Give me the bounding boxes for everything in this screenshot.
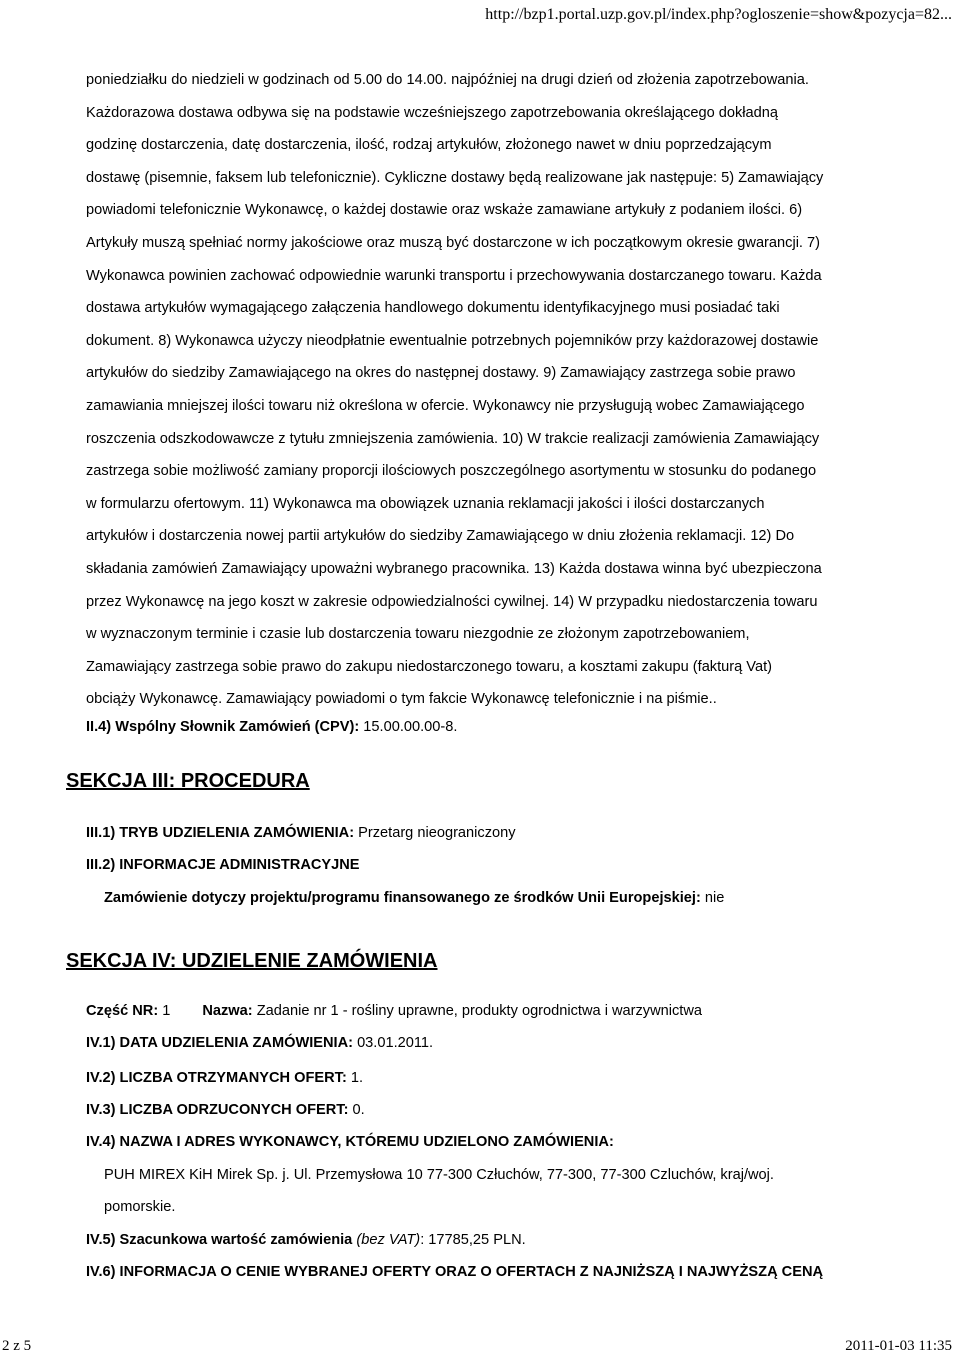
- print-header-url: http://bzp1.portal.uzp.gov.pl/index.php?ogloszenie=show&pozycja=82...: [485, 6, 952, 23]
- contractor-address-line-1: PUH MIREX KiH Mirek Sp. j. Ul. Przemysłowa 10 77-300 Człuchów, 77-300, 77-300 Czluchów, kraj/woj.: [104, 1167, 774, 1183]
- price-info-label: IV.6) INFORMACJA O CENIE WYBRANEJ OFERTY ORAZ O OFERTACH Z NAJNIŻSZĄ I NAJWYŻSZĄ CENĄ: [86, 1264, 824, 1280]
- procedure-type-label: III.1) TRYB UDZIELENIA ZAMÓWIENIA:: [86, 825, 355, 841]
- document-body: [86, 64, 894, 738]
- eu-funding-value: nie: [700, 890, 725, 906]
- eu-funding-label: Zamówienie dotyczy projektu/programu finansowanego ze środków Unii Europejskiej:: [104, 890, 701, 906]
- offers-rejected-label: IV.3) LICZBA ODRZUCONYCH OFERT:: [86, 1102, 349, 1118]
- award-date-line: [86, 1035, 433, 1051]
- estimated-value-note: (bez VAT): [356, 1232, 421, 1248]
- award-date-label: IV.1) DATA UDZIELENIA ZAMÓWIENIA:: [86, 1035, 354, 1051]
- part-name: [202, 1003, 702, 1019]
- procedure-type-line: [86, 825, 516, 841]
- cpv-label: II.4) Wspólny Słownik Zamówień (CPV):: [86, 718, 360, 735]
- part-value: 1: [158, 1003, 171, 1019]
- estimated-value-label: IV.5) Szacunkowa wartość zamówienia: [86, 1232, 353, 1248]
- cpv-line: [86, 716, 894, 738]
- award-date-value: 03.01.2011.: [353, 1035, 434, 1051]
- section-4-title: SEKCJA IV: UDZIELENIE ZAMÓWIENIA: [66, 950, 438, 972]
- cpv-value: 15.00.00.00-8.: [359, 718, 458, 735]
- part-label: Część NR:: [86, 1003, 159, 1019]
- offers-received-line: [86, 1070, 363, 1086]
- admin-info-heading: [86, 857, 360, 873]
- eu-funding-line: [104, 890, 724, 906]
- section-3-title: SEKCJA III: PROCEDURA: [66, 770, 310, 792]
- estimated-value-amount: : 17785,25 PLN.: [420, 1232, 526, 1248]
- contractor-address-line-2: pomorskie.: [104, 1199, 176, 1215]
- offers-received-label: IV.2) LICZBA OTRZYMANYCH OFERT:: [86, 1070, 347, 1086]
- part-line: [86, 1003, 702, 1019]
- part-name-label: Nazwa:: [202, 1003, 253, 1019]
- page-number: 2 z 5: [2, 1338, 32, 1354]
- price-info-heading: [86, 1264, 823, 1280]
- estimated-value-line: [86, 1232, 526, 1248]
- contractor-heading: [86, 1134, 614, 1150]
- print-timestamp: 2011-01-03 11:35: [845, 1338, 952, 1354]
- description-paragraph: poniedziałku do niedzieli w godzinach od 5.00 do 14.00. najpóźniej na drugi dzień od złożenia zapotrzebowania. Każdorazowa dostawa odbywa się na podstawie wcześniejszego zapotrzebowania określającego dokładną godzinę dostarczenia, datę dostarczenia, ilość, rodzaj artykułów, złożonego nawet w dniu poprzedzającym dostawę (pisemnie, faksem lub telefonicznie). Cykliczne dostawy będą realizowane jak następuje: 5) Zamawiający powiadomi telefonicznie Wykonawcę, o każdej dostawie oraz wskaże zamawiane artykuły z podaniem ilości. 6) Artykuły muszą spełniać normy jakościowe oraz muszą być dostarczone w ich początkowym okresie gwarancji. 7) Wykonawca powinien zachować odpowiednie warunki transportu i przechowywania dostarczanego towaru. Każda dostawa artykułów wymagającego załączenia handlowego dokumentu identyfikacyjnego musi posiadać taki dokument. 8) Wykonawca użyczy nieodpłatnie ewentualnie potrzebnych pojemników przy każdorazowej dostawie artykułów do siedziby Zamawiającego na okres do następnej dostawy. 9) Zamawiający zastrzega sobie prawo zamawiania mniejszej ilości towaru niż określona w ofercie. Wykonawcy nie przysługują wobec Zamawiającego roszczenia odszkodowawcze z tytułu zmniejszenia zamówienia. 10) W trakcie realizacji zamówienia Zamawiający zastrzega sobie możliwość zamiany proporcji ilościowych poszczególnego asortymentu w stosunku do podanego w formularzu ofertowym. 11) Wykonawca ma obowiązek uznania reklamacji jakości i ilości dostarczanych artykułów i dostarczenia nowej partii artykułów do siedziby Zamawiającego w dniu złożenia reklamacji. 12) Do składania zamówień Zamawiający upoważni wybranego pracownika. 13) Każda dostawa winna być ubezpieczona przez Wykonawcę na jego koszt w zakresie odpowiedzialności cywilnej. 14) W przypadku niedostarczenia towaru w wyznaczonym terminie i czasie lub dostarczenia towaru niezgodnie ze złożonym zapotrzebowaniem, Zamawiający zastrzega sobie prawo do zakupu niedostarczonego towaru, a kosztami zakupu (fakturą Vat) obciąży Wykonawcę. Zamawiający powiadomi o tym fakcie Wykonawcę telefonicznie i na piśmie..: [86, 72, 824, 708]
- contractor-label: IV.4) NAZWA I ADRES WYKONAWCY, KTÓREMU UDZIELONO ZAMÓWIENIA:: [86, 1134, 614, 1150]
- admin-info-label: III.2) INFORMACJE ADMINISTRACYJNE: [86, 857, 360, 873]
- part-name-value: Zadanie nr 1 - rośliny uprawne, produkty ogrodnictwa i warzywnictwa: [252, 1003, 703, 1019]
- offers-rejected-value: 0.: [348, 1102, 365, 1118]
- procedure-type-value: Przetarg nieograniczony: [354, 825, 516, 841]
- offers-received-value: 1.: [346, 1070, 364, 1086]
- offers-rejected-line: [86, 1102, 365, 1118]
